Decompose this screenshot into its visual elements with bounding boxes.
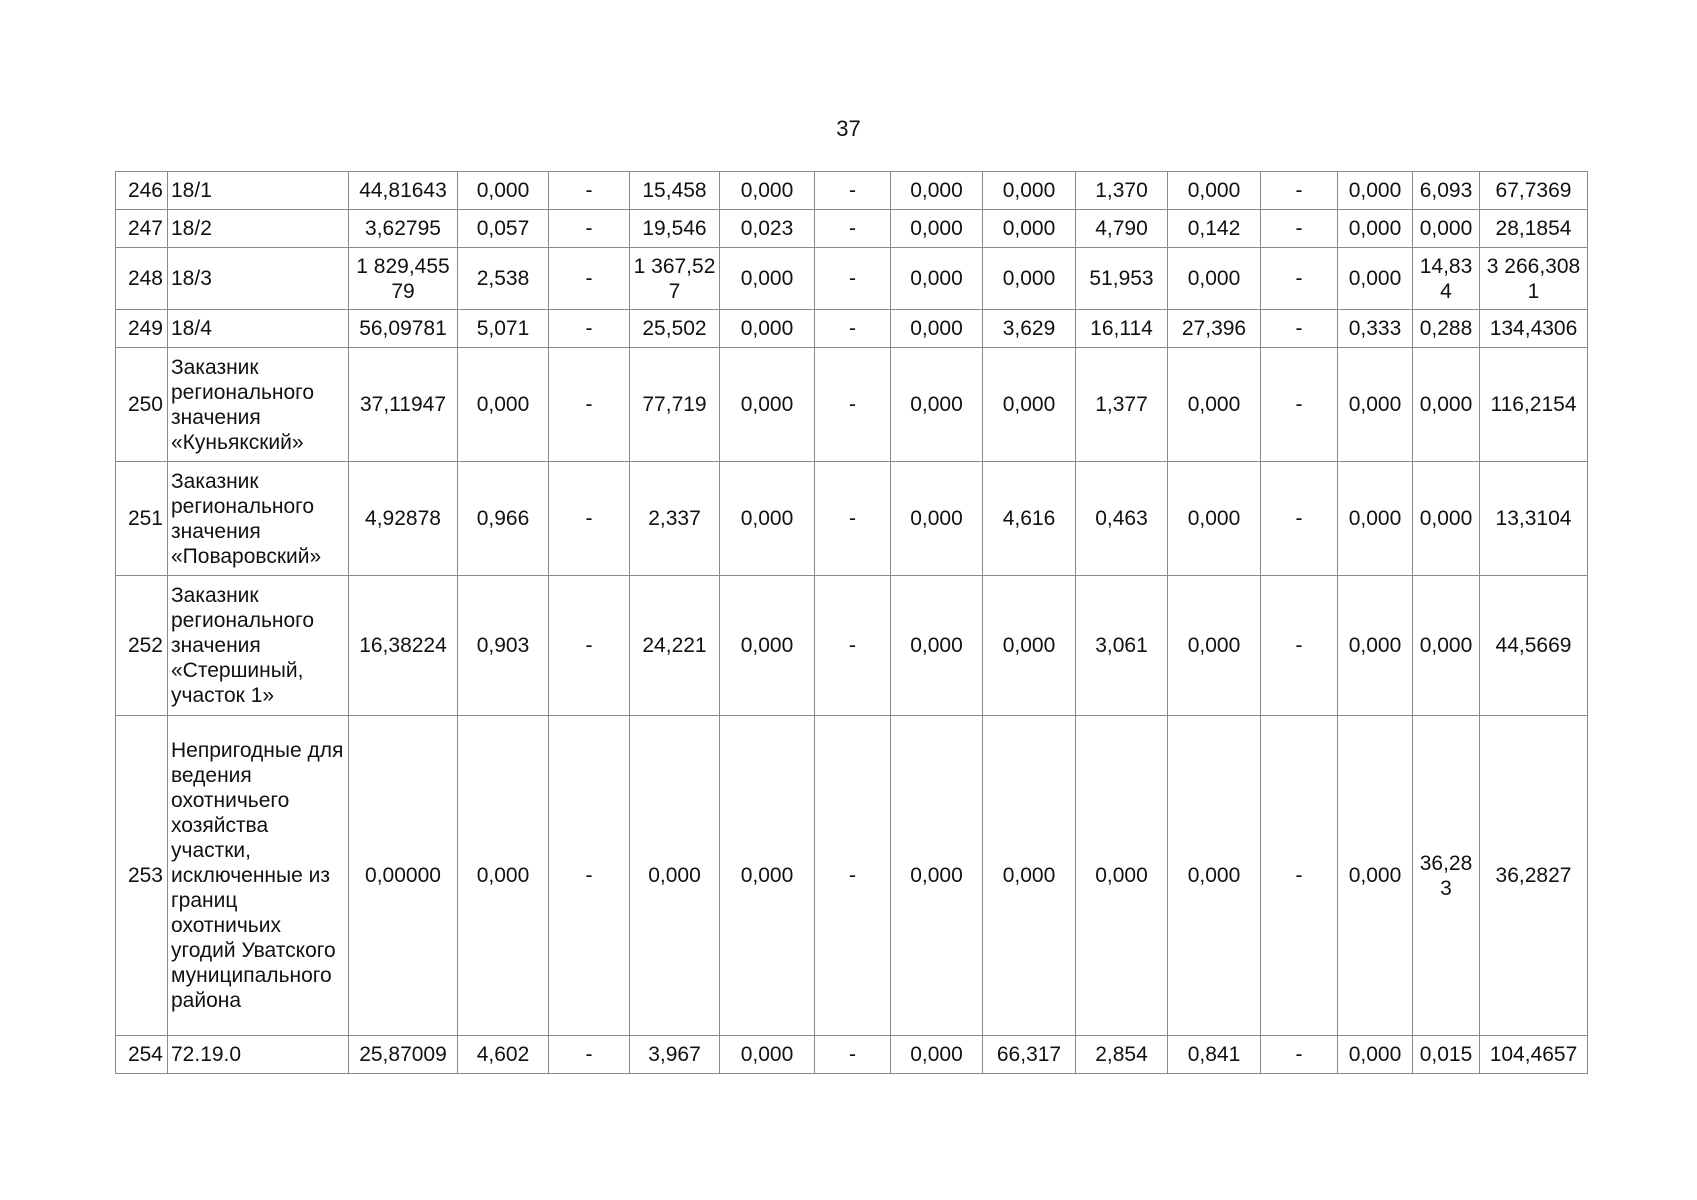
cell-8: 0,000 [983, 210, 1076, 248]
cell-13: 0,288 [1413, 310, 1480, 348]
cell-13: 36,283 [1413, 716, 1480, 1036]
cell-12: 0,000 [1338, 210, 1413, 248]
cell-7: 0,000 [891, 716, 983, 1036]
cell-6: - [815, 310, 891, 348]
cell-7: 0,000 [891, 576, 983, 716]
cell-9: 4,790 [1076, 210, 1168, 248]
cell-6: - [815, 210, 891, 248]
cell-4: 0,000 [630, 716, 720, 1036]
cell-11: - [1261, 310, 1338, 348]
cell-9: 16,114 [1076, 310, 1168, 348]
row-number: 253 [116, 716, 168, 1036]
cell-10: 27,396 [1168, 310, 1261, 348]
cell-6: - [815, 248, 891, 310]
cell-7: 0,000 [891, 1036, 983, 1074]
area-name: Заказник регионального значения «Стершиный, участок 1» [168, 576, 349, 716]
cell-total: 104,4657 [1480, 1036, 1588, 1074]
cell-12: 0,000 [1338, 716, 1413, 1036]
cell-1: 44,81643 [349, 172, 458, 210]
cell-12: 0,333 [1338, 310, 1413, 348]
cell-2: 4,602 [458, 1036, 549, 1074]
cell-9: 51,953 [1076, 248, 1168, 310]
cell-6: - [815, 462, 891, 576]
cell-11: - [1261, 462, 1338, 576]
cell-4: 1 367,527 [630, 248, 720, 310]
cell-10: 0,000 [1168, 172, 1261, 210]
cell-11: - [1261, 576, 1338, 716]
cell-7: 0,000 [891, 210, 983, 248]
cell-8: 66,317 [983, 1036, 1076, 1074]
table-body [116, 172, 1588, 1074]
cell-9: 0,463 [1076, 462, 1168, 576]
cell-10: 0,000 [1168, 348, 1261, 462]
row-number: 248 [116, 248, 168, 310]
cell-1: 1 829,45579 [349, 248, 458, 310]
cell-11: - [1261, 348, 1338, 462]
area-name: 18/4 [168, 310, 349, 348]
cell-2: 0,000 [458, 348, 549, 462]
cell-3: - [549, 462, 630, 576]
cell-13: 6,093 [1413, 172, 1480, 210]
cell-8: 3,629 [983, 310, 1076, 348]
cell-total: 116,2154 [1480, 348, 1588, 462]
cell-5: 0,023 [720, 210, 815, 248]
cell-3: - [549, 172, 630, 210]
cell-total: 13,3104 [1480, 462, 1588, 576]
cell-8: 0,000 [983, 576, 1076, 716]
row-number: 247 [116, 210, 168, 248]
cell-11: - [1261, 1036, 1338, 1074]
cell-10: 0,000 [1168, 248, 1261, 310]
cell-2: 2,538 [458, 248, 549, 310]
cell-9: 1,377 [1076, 348, 1168, 462]
cell-7: 0,000 [891, 248, 983, 310]
table-row [116, 248, 1588, 310]
cell-2: 5,071 [458, 310, 549, 348]
cell-11: - [1261, 172, 1338, 210]
area-name: Непригодные для ведения охотничьего хозяйства участки, исключенные из границ охотничьих угодий Уватского муниципального района [168, 716, 349, 1036]
area-name: 18/1 [168, 172, 349, 210]
cell-13: 0,000 [1413, 348, 1480, 462]
cell-5: 0,000 [720, 716, 815, 1036]
data-table [115, 171, 1588, 1074]
cell-total: 28,1854 [1480, 210, 1588, 248]
cell-2: 0,000 [458, 172, 549, 210]
cell-4: 3,967 [630, 1036, 720, 1074]
table-row [116, 348, 1588, 462]
table-row [116, 462, 1588, 576]
cell-7: 0,000 [891, 462, 983, 576]
area-name: 18/3 [168, 248, 349, 310]
cell-12: 0,000 [1338, 348, 1413, 462]
cell-11: - [1261, 210, 1338, 248]
cell-5: 0,000 [720, 348, 815, 462]
cell-3: - [549, 576, 630, 716]
cell-9: 3,061 [1076, 576, 1168, 716]
cell-4: 15,458 [630, 172, 720, 210]
cell-total: 67,7369 [1480, 172, 1588, 210]
cell-12: 0,000 [1338, 462, 1413, 576]
table-row [116, 310, 1588, 348]
cell-9: 1,370 [1076, 172, 1168, 210]
row-number: 249 [116, 310, 168, 348]
row-number: 246 [116, 172, 168, 210]
cell-7: 0,000 [891, 310, 983, 348]
table-row [116, 210, 1588, 248]
cell-8: 0,000 [983, 716, 1076, 1036]
cell-10: 0,000 [1168, 716, 1261, 1036]
cell-5: 0,000 [720, 462, 815, 576]
cell-13: 14,834 [1413, 248, 1480, 310]
cell-4: 19,546 [630, 210, 720, 248]
cell-total: 36,2827 [1480, 716, 1588, 1036]
cell-13: 0,000 [1413, 462, 1480, 576]
cell-12: 0,000 [1338, 1036, 1413, 1074]
cell-8: 4,616 [983, 462, 1076, 576]
cell-total: 3 266,3081 [1480, 248, 1588, 310]
cell-1: 16,38224 [349, 576, 458, 716]
cell-1: 0,00000 [349, 716, 458, 1036]
row-number: 252 [116, 576, 168, 716]
table-row [116, 716, 1588, 1036]
cell-6: - [815, 348, 891, 462]
cell-1: 56,09781 [349, 310, 458, 348]
cell-2: 0,903 [458, 576, 549, 716]
cell-total: 134,4306 [1480, 310, 1588, 348]
cell-9: 2,854 [1076, 1036, 1168, 1074]
cell-6: - [815, 172, 891, 210]
cell-4: 25,502 [630, 310, 720, 348]
cell-6: - [815, 1036, 891, 1074]
cell-8: 0,000 [983, 172, 1076, 210]
cell-3: - [549, 716, 630, 1036]
cell-11: - [1261, 716, 1338, 1036]
area-name: 18/2 [168, 210, 349, 248]
cell-11: - [1261, 248, 1338, 310]
page-number: 37 [836, 116, 861, 141]
cell-9: 0,000 [1076, 716, 1168, 1036]
cell-4: 77,719 [630, 348, 720, 462]
cell-10: 0,841 [1168, 1036, 1261, 1074]
cell-10: 0,142 [1168, 210, 1261, 248]
cell-13: 0,000 [1413, 210, 1480, 248]
cell-2: 0,000 [458, 716, 549, 1036]
table-row [116, 576, 1588, 716]
cell-8: 0,000 [983, 248, 1076, 310]
table-row [116, 172, 1588, 210]
area-name: Заказник регионального значения «Куньякский» [168, 348, 349, 462]
cell-3: - [549, 310, 630, 348]
cell-2: 0,966 [458, 462, 549, 576]
cell-4: 2,337 [630, 462, 720, 576]
cell-6: - [815, 576, 891, 716]
cell-5: 0,000 [720, 172, 815, 210]
cell-3: - [549, 348, 630, 462]
cell-3: - [549, 210, 630, 248]
cell-3: - [549, 1036, 630, 1074]
cell-3: - [549, 248, 630, 310]
cell-1: 4,92878 [349, 462, 458, 576]
table-row [116, 1036, 1588, 1074]
cell-12: 0,000 [1338, 172, 1413, 210]
cell-12: 0,000 [1338, 248, 1413, 310]
cell-12: 0,000 [1338, 576, 1413, 716]
cell-5: 0,000 [720, 1036, 815, 1074]
cell-13: 0,000 [1413, 576, 1480, 716]
row-number: 250 [116, 348, 168, 462]
cell-2: 0,057 [458, 210, 549, 248]
row-number: 251 [116, 462, 168, 576]
cell-5: 0,000 [720, 248, 815, 310]
cell-10: 0,000 [1168, 462, 1261, 576]
row-number: 254 [116, 1036, 168, 1074]
cell-1: 25,87009 [349, 1036, 458, 1074]
cell-5: 0,000 [720, 576, 815, 716]
cell-6: - [815, 716, 891, 1036]
area-name: 72.19.0 [168, 1036, 349, 1074]
cell-total: 44,5669 [1480, 576, 1588, 716]
cell-7: 0,000 [891, 348, 983, 462]
cell-10: 0,000 [1168, 576, 1261, 716]
cell-1: 37,11947 [349, 348, 458, 462]
cell-1: 3,62795 [349, 210, 458, 248]
cell-5: 0,000 [720, 310, 815, 348]
cell-7: 0,000 [891, 172, 983, 210]
area-name: Заказник регионального значения «Поваровский» [168, 462, 349, 576]
cell-13: 0,015 [1413, 1036, 1480, 1074]
cell-4: 24,221 [630, 576, 720, 716]
cell-8: 0,000 [983, 348, 1076, 462]
